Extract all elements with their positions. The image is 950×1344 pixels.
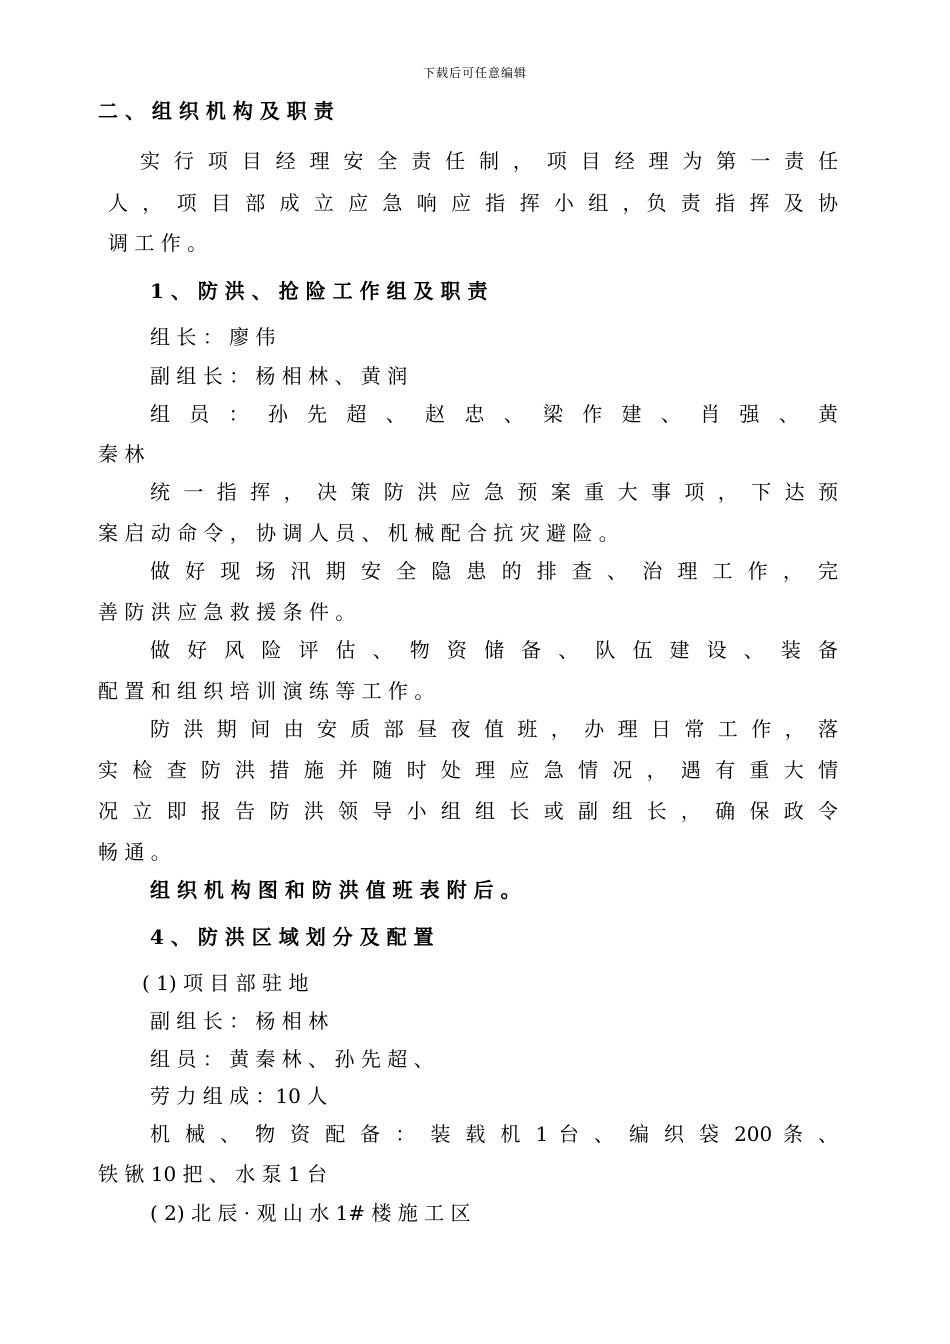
duty-para4-line-4: 畅 通 。 [98, 840, 171, 864]
org-chart-note: 组 织 机 构 图 和 防 洪 值 班 表 附 后 。 [150, 878, 521, 902]
intro-line-2: 人 ， 项 目 部 成 立 应 急 响 应 指 挥 小 组 ，负 责 指 挥 及 协 [108, 191, 838, 215]
team-leader: 组 长 ： 廖 伟 [150, 325, 276, 349]
duty-para3-line-2: 配 置 和 组 织 培 训 演 练 等 工 作 。 [98, 679, 435, 703]
duty-para2-line-2: 善 防 洪 应 急 救 援 条 件 。 [98, 600, 356, 624]
intro-line-3: 调 工 作 。 [108, 231, 208, 255]
section1-title: 1 、 防 洪 、 抢 险 工 作 组 及 职 责 [150, 279, 488, 303]
area1-labor: 劳 力 组 成 ：10 人 [150, 1084, 328, 1108]
team-deputy: 副 组 长 ： 杨 相 林 、 黄 润 [150, 364, 408, 388]
duty-para1-line-2: 案 启 动 命 令 ， 协 调 人 员 、 机 械 配 合 抗 灾 避 险 。 [98, 521, 619, 545]
intro-line-1: 实 行 项 目 经 理 安 全 责 任 制 ， 项 目 经 理 为 第 一 责 任 [140, 149, 838, 173]
duty-para3-line-1: 做 好 风 险 评 估 、 物 资 储 备 、 队 伍 建 设 、 装 备 [150, 638, 838, 662]
page-header: 下载后可任意编辑 [422, 66, 527, 80]
area2-title: ( 2) 北 辰 · 观 山 水 1# 楼 施 工 区 [150, 1201, 471, 1225]
area1-members: 组 员 ： 黄 秦 林 、 孙 先 超 、 [150, 1047, 434, 1071]
duty-para2-line-1: 做 好 现 场 汛 期 安 全 隐 患 的 排 查 、 治 理 工 作 ， 完 [150, 559, 838, 583]
duty-para4-line-2: 实 检 查 防 洪 措 施 并 随 时 处 理 应 急 情 况 ， 遇 有 重 大 情 [98, 758, 838, 782]
area1-title: ( 1) 项 目 部 驻 地 [142, 971, 309, 995]
area1-deputy: 副 组 长 ： 杨 相 林 [150, 1009, 329, 1033]
section-heading: 二 、 组 织 机 构 及 职 责 [98, 99, 334, 123]
area1-equipment-line-2: 铁 锹 10 把 、 水 泵 1 台 [98, 1162, 328, 1186]
duty-para4-line-1: 防 洪 期 间 由 安 质 部 昼 夜 值 班 ， 办 理 日 常 工 作 ， 落 [150, 717, 838, 741]
team-members-line-2: 秦 林 [98, 442, 145, 466]
duty-para1-line-1: 统 一 指 挥 ， 决 策 防 洪 应 急 预 案 重 大 事 项 ， 下 达 预 [150, 480, 838, 504]
duty-para4-line-3: 况 立 即 报 告 防 洪 领 导 小 组 组 长 或 副 组 长 ， 确 保 政 令 [98, 799, 838, 823]
section4-title: 4 、 防 洪 区 域 划 分 及 配 置 [150, 925, 434, 949]
area1-equipment-line-1: 机 械 、 物 资 配 备 ： 装 载 机 1 台 、 编 织 袋 200 条 、 [150, 1122, 838, 1146]
team-members-line-1: 组 员 ： 孙 先 超 、 赵 忠 、 梁 作 建 、 肖 强 、 黄 [150, 402, 838, 426]
